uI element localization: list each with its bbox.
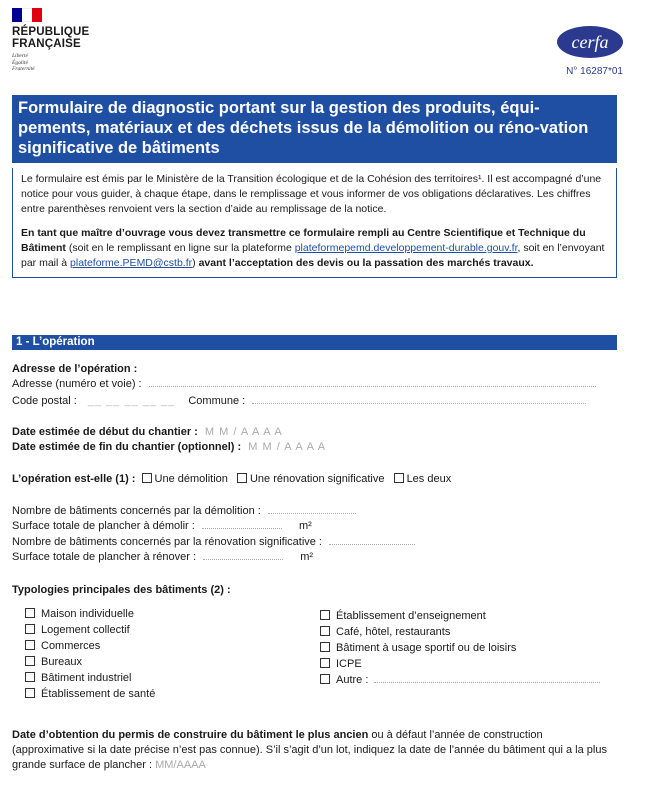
- checkbox-enseignement[interactable]: [320, 610, 330, 620]
- cerfa-block: [557, 26, 623, 77]
- intro-text-1: (soit en le remplissant en ligne sur la plateforme: [65, 242, 295, 254]
- typology-logement[interactable]: Logement collectif: [25, 624, 130, 637]
- postal-row: [12, 395, 586, 408]
- autre-input[interactable]: [374, 674, 600, 683]
- french-flag-icon: [12, 8, 42, 22]
- surface-renover-row: [12, 551, 313, 564]
- checkbox-icpe[interactable]: [320, 658, 330, 668]
- permis-paragraph: [12, 728, 610, 773]
- motto-egalite: Égalité: [12, 59, 28, 66]
- postal-label: Code postal :: [12, 395, 77, 407]
- motto-liberte: Liberté: [12, 53, 28, 59]
- typology-enseignement[interactable]: Établissement d’enseignement: [320, 610, 486, 623]
- cerfa-logo: cerfa: [557, 26, 623, 58]
- start-date-row: [12, 426, 283, 439]
- form-title: Formulaire de diagnostic portant sur la gestion des produits, équi-pements, matériaux et des déchets issus de la démolition ou réno-vation significative de bâtiments: [18, 99, 589, 157]
- typology-autre[interactable]: Autre :: [320, 674, 600, 687]
- checkbox-demolition[interactable]: [142, 473, 152, 483]
- end-date-label: Date estimée de fin du chantier (optionnel) :: [12, 441, 242, 453]
- intro-text-2: , soit en l’envoyant par mail à: [21, 242, 605, 269]
- checkbox-bureaux[interactable]: [25, 656, 35, 666]
- option-renovation[interactable]: Une rénovation significative: [237, 473, 385, 485]
- nb-renovation-row: [12, 536, 415, 549]
- checkbox-both[interactable]: [394, 473, 404, 483]
- intro-box: [12, 168, 617, 278]
- platform-link[interactable]: plateformepemd.developpement-durable.gouv.fr: [294, 242, 518, 254]
- nb-renovation-label: Nombre de bâtiments concernés par la rénovation significative :: [12, 536, 322, 548]
- typologies-heading: Typologies principales des bâtiments (2) :: [12, 584, 231, 596]
- checkbox-chr[interactable]: [320, 626, 330, 636]
- nb-demolition-input[interactable]: [268, 505, 356, 514]
- postal-code-input[interactable]: __ __ __ __ __: [87, 395, 176, 407]
- address-input[interactable]: [149, 378, 596, 387]
- intro-bold-start: En tant que maître d’ouvrage vous devez transmettre ce formulaire rempli au Centre Scientifique et Technique du Bâtiment: [21, 227, 586, 254]
- francaise-text: FRANÇAISE: [12, 38, 81, 50]
- option-demolition[interactable]: Une démolition: [142, 473, 228, 485]
- unit-m2-demolir: m²: [298, 520, 312, 532]
- typology-sport[interactable]: Bâtiment à usage sportif ou de loisirs: [320, 642, 516, 655]
- surface-demolir-row: [12, 520, 312, 533]
- start-date-label: Date estimée de début du chantier :: [12, 426, 198, 438]
- typology-industriel[interactable]: Bâtiment industriel: [25, 672, 132, 685]
- nb-demolition-label: Nombre de bâtiments concernés par la démolition :: [12, 505, 261, 517]
- checkbox-sante[interactable]: [25, 688, 35, 698]
- cerfa-number: N° 16287*01: [566, 66, 623, 77]
- typology-sante[interactable]: Établissement de santé: [25, 688, 155, 701]
- checkbox-maison[interactable]: [25, 608, 35, 618]
- surface-demolir-label: Surface totale de plancher à démolir :: [12, 520, 195, 532]
- intro-bold-end: avant l’acceptation des devis ou la passation des marchés travaux.: [198, 257, 534, 269]
- checkbox-logement[interactable]: [25, 624, 35, 634]
- checkbox-sport[interactable]: [320, 642, 330, 652]
- motto: [12, 53, 89, 73]
- intro-paragraph-2: [21, 226, 608, 271]
- operation-type-row: [12, 473, 457, 486]
- address-heading: Adresse de l’opération :: [12, 363, 138, 375]
- unit-m2-renover: m²: [300, 551, 314, 563]
- email-link[interactable]: plateforme.PEMD@cstb.fr: [70, 257, 193, 269]
- nb-renovation-input[interactable]: [329, 536, 415, 545]
- permis-date-input[interactable]: MM/AAAA: [155, 759, 206, 771]
- checkbox-commerces[interactable]: [25, 640, 35, 650]
- option-both[interactable]: Les deux: [394, 473, 452, 485]
- republique-text: RÉPUBLIQUE: [12, 26, 90, 38]
- form-title-box: [12, 95, 617, 163]
- typology-bureaux[interactable]: Bureaux: [25, 656, 82, 669]
- checkbox-industriel[interactable]: [25, 672, 35, 682]
- nb-demolition-row: [12, 505, 356, 518]
- permis-bold: Date d’obtention du permis de construire du bâtiment le plus ancien: [12, 729, 369, 741]
- commune-input[interactable]: [252, 395, 586, 404]
- surface-demolir-input[interactable]: [202, 520, 282, 529]
- checkbox-autre[interactable]: [320, 674, 330, 684]
- permis-text: ou à défaut l’année de construction (approximative si la date précise n’est pas connue). S’il s’agit d’un lot, indiquez la date de l’année du bâtiment qui a la plus grande surface de plancher :: [12, 729, 607, 771]
- address-row: [12, 378, 596, 391]
- end-date-input[interactable]: M M / A A A A: [248, 441, 327, 453]
- typology-chr[interactable]: Café, hôtel, restaurants: [320, 626, 450, 639]
- address-label: Adresse (numéro et voie) :: [12, 378, 142, 390]
- commune-label: Commune :: [188, 395, 246, 407]
- intro-text-3: ): [192, 257, 199, 269]
- typology-commerces[interactable]: Commerces: [25, 640, 100, 653]
- checkbox-renovation[interactable]: [237, 473, 247, 483]
- operation-type-label: L’opération est-elle (1) :: [12, 473, 136, 485]
- typology-maison[interactable]: Maison individuelle: [25, 608, 134, 621]
- republique-francaise-logo: [12, 8, 89, 73]
- surface-renover-input[interactable]: [203, 551, 283, 560]
- surface-renover-label: Surface totale de plancher à rénover :: [12, 551, 197, 563]
- start-date-input[interactable]: M M / A A A A: [204, 426, 283, 438]
- end-date-row: [12, 441, 326, 454]
- section-1-header: 1 - L’opération: [12, 335, 617, 350]
- intro-paragraph-1: Le formulaire est émis par le Ministère de la Transition écologique et de la Cohésion des territoires¹. Il est accompagné d’une notice pour vous guider, à chaque étape, dans le remplissage et vous informer de vos obligations déclaratives. Les chiffres entre parenthèses renvoient vers la section d’aide au remplissage de la notice.: [21, 173, 602, 215]
- motto-fraternite: Fraternité: [12, 66, 35, 72]
- typology-icpe[interactable]: ICPE: [320, 658, 362, 671]
